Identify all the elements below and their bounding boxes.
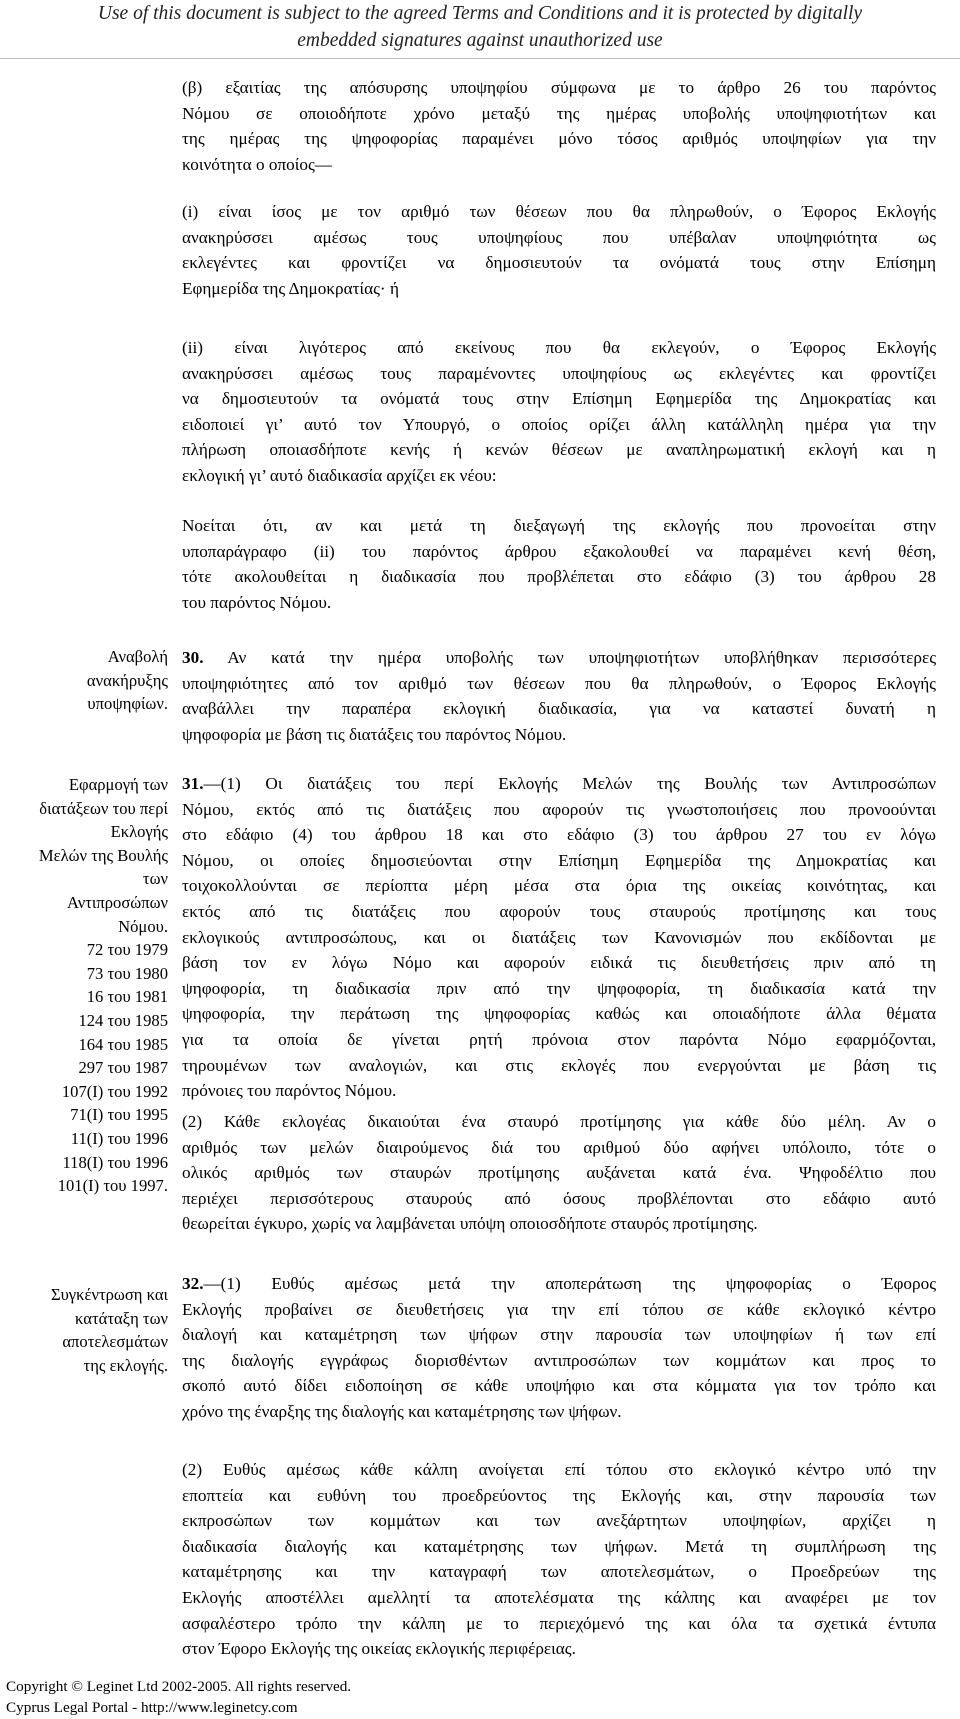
text-line: (β) εξαιτίας της απόσυρσης υποψηφίου σύμφωνα με το άρθρο 26 του παρόντος [182,78,936,97]
text-line: στο εδάφιο (4) του άρθρου 18 και στο εδάφιο (3) του άρθρου 27 του εν λόγω [182,825,936,845]
text-run: Αν κατά την ημέρα υποβολής των υποψηφιοτήτων υποβλήθηκαν περισσότερες [203,648,936,667]
margin-note-line: των [142,869,168,889]
proviso-paragraph [182,513,936,615]
text-line [182,771,936,797]
text-line [182,1271,936,1297]
text-line: Νόμου, οι οποίες δημοσιεύονται στην Επίσημη Εφημερίδα της Δημοκρατίας και [182,850,936,870]
text-line: τοιχοκολλούνται σε περίοπτα μέρη μέσα στα όρια της οικείας κοινότητας, και [182,876,936,896]
text-line: πλήρωση οποιασδήποτε κενής ή κενών θέσεων με αναπληρωματική εκλογή και η [182,440,936,460]
section-number: 31. [182,774,204,793]
text-line: Νοείται ότι, αν και μετά τη διεξαγωγή της εκλογής που προνοείται στην [182,516,936,535]
margin-note-section-31 [8,773,168,1198]
text-line: βάση τον εν λόγω Νόμο και αφορούν ειδικά τις διευθετήσεις πριν από τη [182,953,936,973]
text-line: υποπαράγραφο (ii) του παρόντος άρθρου εξακολουθεί να παραμένει κενή θέση, [182,541,936,561]
margin-note-line: Νόμου. [118,916,168,936]
law-reference: 101(Ι) του 1997. [57,1176,168,1196]
text-line: Νόμου, εκτός από τις διατάξεις που αφορούν τις γνωστοποιήσεις που προνοούνται [182,799,936,819]
margin-note-line: Συγκέντρωση και [50,1285,168,1304]
text-line: ασφαλέστερο τρόπο την κάλπη με το περιεχόμενό της και όλα τα σχετικά έντυπα [182,1613,936,1633]
margin-note-line: της εκλογής. [83,1355,168,1375]
text-line: ολικός αριθμός των σταυρών προτίμησης αυξάνεται κατά ένα. Ψηφοδέλτιο που [182,1163,936,1183]
text-line: διαδικασία διαλογής και καταμέτρησης των ψήφων. Μετά τη συμπλήρωση της [182,1536,936,1556]
text-line: καταμέτρησης και την καταγραφή των αποτελεσμάτων, ο Προεδρεύων της [182,1562,936,1582]
law-reference: 16 του 1981 [86,987,168,1007]
text-line: ανακηρύσσει αμέσως τους υποψηφίους που υπέβαλαν υποψηφιότητα ως [182,227,936,247]
text-line: πρόνοιες του παρόντος Νόμου. [182,1081,397,1101]
subparagraph-i [182,199,936,301]
text-line: της ημέρας της ψηφοφορίας παραμένει μόνο τόσος αριθμός υποψηφίων για την [182,129,936,149]
text-line: εποπτεία και ευθύνη του προεδρεύοντος της Εκλογής και, στην παρουσία των [182,1485,936,1505]
text-line [182,645,936,671]
text-line: Εκλογής προβαίνει σε διευθετήσεις για την επί τόπου σε κάθε εκλογικό κέντρο [182,1299,936,1319]
text-line: εκλεγέντες και φροντίζει να δημοσιευτούν τα ονόματά τους στην Επίσημη [182,253,936,273]
law-reference: 71(Ι) του 1995 [70,1105,168,1125]
copyright-line: Copyright © Leginet Ltd 2002-2005. All rights reserved. [6,1678,352,1695]
text-line: Εκλογής αποστέλλει αμελλητί τα αποτελέσματα της κάλπης και αναφέρει με τον [182,1587,936,1607]
text-line: αριθμός των μελών διαιρούμενος διά του αριθμού δύο αφήνει υπόλοιπο, τότε ο [182,1137,936,1157]
text-line: τότε ακολουθείται η διαδικασία που προβλέπεται στο εδάφιο (3) του άρθρου 28 [182,567,936,587]
margin-note-line: αποτελεσμάτων [62,1332,168,1352]
text-line: Εφημερίδα της Δημοκρατίας· ή [182,278,399,298]
text-line: ψηφοφορία με βάση τις διατάξεις του παρόντος Νόμου. [182,724,567,744]
margin-note-line: ανακήρυξης [86,670,168,690]
text-line: σκοπό αυτό δίδει ειδοποίηση σε κάθε υποψήφιο και στα κόμματα για τον τρόπο και [182,1376,936,1396]
text-run: —(1) Ευθύς αμέσως μετά την αποπεράτωση της ψηφοφορίας ο Έφορος [203,1274,936,1293]
text-line: της διαλογής εγγράφως διορισθέντων αντιπροσώπων των κομμάτων και προς το [182,1350,936,1370]
paragraph-beta [182,75,936,177]
margin-note-section-30 [8,645,168,716]
text-run: —(1) Οι διατάξεις του περί Εκλογής Μελών της Βουλής των Αντιπροσώπων [203,774,936,793]
text-line: τηρουμένων των αναλογιών, και στις εκλογές που ενεργούνται με βάση τις [182,1055,936,1075]
margin-note-line: Εκλογής [110,822,168,842]
margin-note-line: κατάταξη των [75,1308,168,1328]
text-line: διαλογή και καταμέτρηση των ψήφων στην παρουσία των υποψηφίων ή των επί [182,1325,936,1345]
text-line: ψηφοφορία, την περάτωση της ψηφοφορίας καθώς και οποιαδήποτε άλλα θέματα [182,1004,936,1024]
law-reference: 11(Ι) του 1996 [70,1128,168,1148]
margin-note-line: Εφαρμογή των [68,775,168,794]
text-line: θεωρείται έγκυρο, χωρίς να λαμβάνεται υπόψη οποιοσδήποτε σταυρός προτίμησης. [182,1214,758,1234]
text-line: αναβάλλει την παραπέρα εκλογική διαδικασία, για να καταστεί δυνατή η [182,699,936,719]
law-reference: 107(Ι) του 1992 [61,1081,168,1101]
margin-note-line: υποψηφίων. [87,694,168,714]
law-reference: 118(Ι) του 1996 [62,1152,168,1172]
portal-link-line: Cyprus Legal Portal - http://www.leginetcy.com [6,1699,298,1716]
section-31-2 [182,1109,936,1237]
section-32-2 [182,1457,936,1662]
law-reference: 164 του 1985 [78,1034,168,1054]
text-line: να δημοσιευτούν τα ονόματά τους στην Επίσημη Εφημερίδα της Δημοκρατίας και [182,389,936,409]
margin-note-line: Αναβολή [107,647,168,666]
text-line: (i) είναι ίσος με τον αριθμό των θέσεων που θα πληρωθούν, ο Έφορος Εκλογής [182,202,936,221]
section-32-1 [182,1271,936,1425]
margin-note-line: Αντιπροσώπων [66,892,168,912]
text-line: ειδοποιεί γι’ αυτό τον Υπουργό, ο οποίος ορίζει άλλη κατάλληλη ημέρα για την [182,414,936,434]
text-line: εκτός από τις διατάξεις που αφορούν τους σταυρούς προτίμησης και τους [182,901,936,921]
text-line: του παρόντος Νόμου. [182,592,332,612]
copyright-footer [6,1676,351,1718]
header-line-2: embedded signatures against unauthorized use [297,30,663,51]
text-line: περιέχει περισσότερους σταυρούς από όσους προβλέπονται στο εδάφιο αυτό [182,1188,936,1208]
law-reference: 72 του 1979 [86,940,168,960]
law-reference: 297 του 1987 [78,1058,168,1078]
text-line: (ii) είναι λιγότερος από εκείνους που θα εκλεγούν, ο Έφορος Εκλογής [182,338,936,357]
section-31-1 [182,771,936,1104]
header-line-1: Use of this document is subject to the agreed Terms and Conditions and it is protected by digitally [97,3,863,24]
section-number: 32. [182,1274,204,1293]
text-line: Νόμου σε οποιοδήποτε χρόνο μεταξύ της ημέρας υποβολής υποψηφιοτήτων και [182,103,936,123]
text-line: κοινότητα ο οποίος— [182,154,332,174]
text-line: (2) Κάθε εκλογέας δικαιούται ένα σταυρό προτίμησης για κάθε δύο μέλη. Αν ο [182,1112,936,1131]
text-line: εκπροσώπων των κομμάτων και των ανεξάρτητων υποψηφίων, αρχίζει η [182,1511,936,1531]
margin-note-section-32 [8,1283,168,1377]
subparagraph-ii [182,335,936,489]
margin-note-line: διατάξεων του περί [39,798,168,818]
header-divider [0,58,960,59]
text-line: εκλογικούς αντιπροσώπους, και οι διατάξεις των Κανονισμών που εκδίδονται με [182,927,936,947]
text-line: εκλογική γι’ αυτό διαδικασία αρχίζει εκ νέου: [182,465,497,485]
text-line: υποψηφιότητες από τον αριθμό των θέσεων που θα πληρωθούν, ο Έφορος Εκλογής [182,673,936,693]
text-line: ανακηρύσσει αμέσως τους παραμένοντες υποψηφίους ως εκλεγέντες και φροντίζει [182,363,936,383]
section-30 [182,645,936,747]
text-line: (2) Ευθύς αμέσως κάθε κάλπη ανοίγεται επί τόπου στο εκλογικό κέντρο υπό την [182,1460,936,1479]
section-number: 30. [182,648,204,667]
law-reference: 124 του 1985 [78,1010,168,1030]
text-line: για τα οποία δε γίνεται ρητή πρόνοια στον παρόντα Νόμο εφαρμόζονται, [182,1029,936,1049]
text-line: ψηφοφορία, τη διαδικασία πριν από την ψηφοφορία, τη διαδικασία κατά την [182,978,936,998]
document-protection-header [0,0,960,54]
law-reference: 73 του 1980 [86,963,168,983]
margin-note-line: Μελών της Βουλής [38,845,168,865]
text-line: χρόνο της έναρξης της διαλογής και καταμέτρησης των ψήφων. [182,1401,622,1421]
text-line: στον Έφορο Εκλογής της οικείας εκλογικής περιφέρειας. [182,1639,576,1659]
